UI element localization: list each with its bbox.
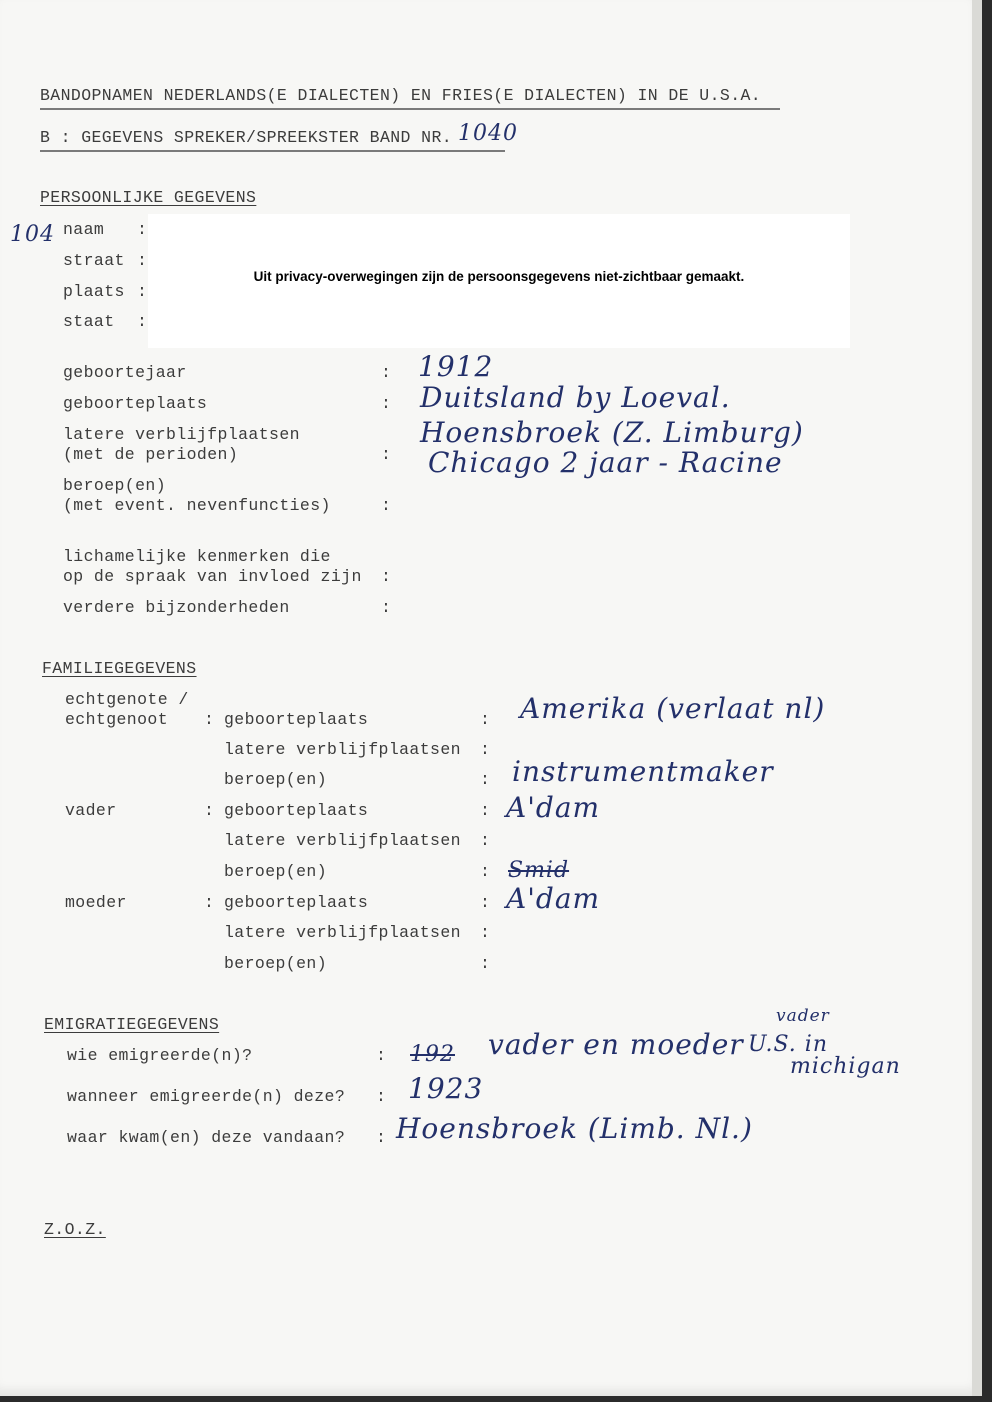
personal-heading: PERSOONLIJKE GEGEVENS [40, 188, 257, 207]
who-value-below: michigan [790, 1054, 901, 1079]
later-residences-label-1: latere verblijfplaatsen [63, 425, 300, 444]
physical-label-1: lichamelijke kenmerken die [63, 547, 331, 566]
name-label: naam [63, 220, 105, 239]
spouse-sep: : [204, 710, 215, 729]
spouse-later-label: latere verblijfplaatsen [224, 740, 461, 759]
birth-place-value: Duitsland by Loeval. [420, 381, 731, 414]
spouse-occupation-value: instrumentmaker [512, 755, 774, 788]
birth-place-label: geboorteplaats [63, 394, 208, 413]
name-sep: : [137, 220, 148, 239]
father-birth-place-value: A'dam [506, 791, 601, 824]
father-label: vader [65, 801, 117, 820]
state-label: staat [63, 312, 115, 331]
where-value: Hoensbroek (Limb. Nl.) [396, 1112, 753, 1145]
occupation-label-2: (met event. nevenfuncties) [63, 496, 331, 515]
mother-birth-place-label: geboorteplaats [224, 893, 369, 912]
mother-occupation-sep: : [480, 954, 491, 973]
where-label: waar kwam(en) deze vandaan? [67, 1128, 346, 1147]
zoz-note: Z.O.Z. [44, 1220, 106, 1239]
street-sep: : [137, 251, 148, 270]
when-label: wanneer emigreerde(n) deze? [67, 1087, 346, 1106]
who-value: vader en moeder [488, 1028, 744, 1061]
place-label: plaats [63, 282, 125, 301]
mother-birth-place-value: A'dam [506, 882, 601, 915]
mother-sep: : [204, 893, 215, 912]
later-residences-value-2: Chicago 2 jaar - Racine [428, 446, 783, 479]
spouse-label-2: echtgenoot [65, 710, 169, 729]
band-number-value: 1040 [458, 121, 518, 146]
birth-year-label: geboortejaar [63, 363, 187, 382]
father-occupation-label: beroep(en) [224, 862, 328, 881]
family-heading: FAMILIEGEGEVENS [42, 659, 197, 678]
when-value: 1923 [408, 1072, 484, 1105]
other-sep: : [381, 598, 392, 617]
who-struck-value: 192 [410, 1042, 455, 1067]
father-birth-place-sep: : [480, 801, 491, 820]
mother-occupation-label: beroep(en) [224, 954, 328, 973]
father-birth-place-label: geboorteplaats [224, 801, 369, 820]
title-double-rule [40, 108, 780, 110]
father-occupation-value: Smid [508, 858, 570, 883]
spouse-birth-place-value: Amerika (verlaat nl) [520, 692, 826, 725]
spouse-birth-place-sep: : [480, 710, 491, 729]
band-number-label: B : GEGEVENS SPREKER/SPREEKSTER BAND NR. [40, 128, 453, 147]
spouse-occupation-label: beroep(en) [224, 770, 328, 789]
privacy-redaction-box [148, 214, 850, 348]
paper-edge [972, 0, 982, 1396]
who-sep: : [376, 1046, 387, 1065]
birth-year-value: 1912 [418, 350, 494, 383]
mother-later-sep: : [480, 923, 491, 942]
state-sep: : [137, 312, 148, 331]
later-residences-value-1: Hoensbroek (Z. Limburg) [420, 416, 804, 449]
subtitle-double-rule [40, 150, 505, 152]
mother-label: moeder [65, 893, 127, 912]
later-residences-sep: : [381, 445, 392, 464]
other-label: verdere bijzonderheden [63, 598, 290, 617]
spouse-occupation-sep: : [480, 770, 491, 789]
birth-place-sep: : [381, 394, 392, 413]
street-label: straat [63, 251, 125, 270]
physical-label-2: op de spraak van invloed zijn [63, 567, 362, 586]
occupation-sep: : [381, 496, 392, 515]
who-value-above: vader [776, 1006, 830, 1026]
form-title: BANDOPNAMEN NEDERLANDS(E DIALECTEN) EN FRIES(E DIALECTEN) IN DE U.S.A. [40, 86, 762, 105]
emigration-heading: EMIGRATIEGEGEVENS [44, 1015, 220, 1034]
mother-birth-place-sep: : [480, 893, 491, 912]
father-occupation-sep: : [480, 862, 491, 881]
later-residences-label-2: (met de perioden) [63, 445, 239, 464]
spouse-later-sep: : [480, 740, 491, 759]
who-value-extra: U.S. in [748, 1032, 828, 1057]
father-later-sep: : [480, 831, 491, 850]
spouse-label-1: echtgenote / [65, 690, 189, 709]
father-later-label: latere verblijfplaatsen [224, 831, 461, 850]
where-sep: : [376, 1128, 387, 1147]
place-sep: : [137, 282, 148, 301]
birth-year-sep: : [381, 363, 392, 382]
mother-later-label: latere verblijfplaatsen [224, 923, 461, 942]
father-sep: : [204, 801, 215, 820]
privacy-notice: Uit privacy-overwegingen zijn de persoonsgegevens niet-zichtbaar gemaakt. [253, 268, 745, 284]
spouse-birth-place-label: geboorteplaats [224, 710, 369, 729]
occupation-label-1: beroep(en) [63, 476, 167, 495]
margin-note: 104 [10, 222, 55, 247]
who-label: wie emigreerde(n)? [67, 1046, 253, 1065]
physical-sep: : [381, 567, 392, 586]
when-sep: : [376, 1087, 387, 1106]
